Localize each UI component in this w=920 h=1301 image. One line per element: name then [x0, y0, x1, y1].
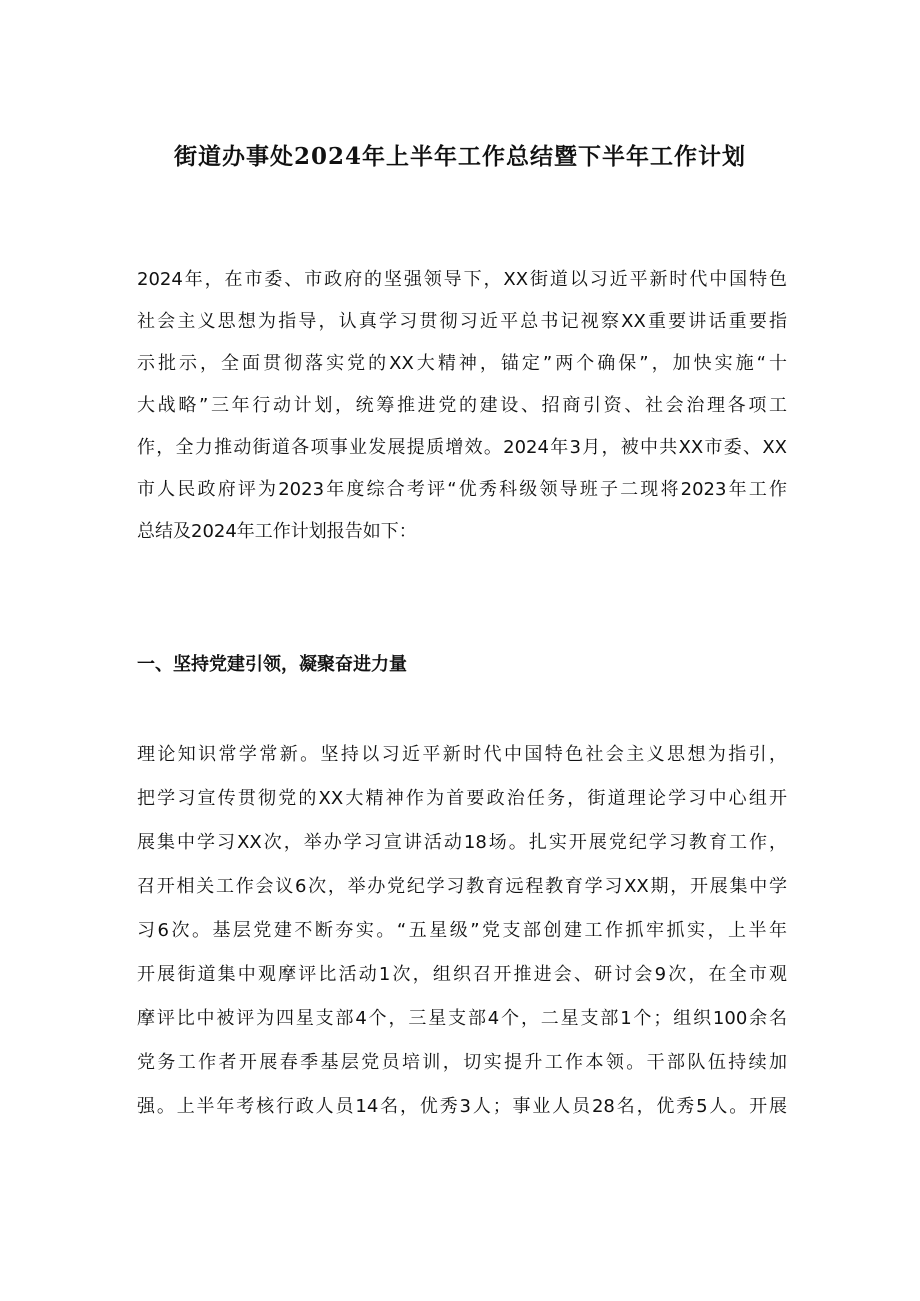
section-1-line-7: 摩评比中被评为四星支部4个，三星支部4个，二星支部1个；组织100余名	[137, 1008, 787, 1029]
section-1-line-3: 展集中学习XX次，举办学习宣讲活动18场。扎实开展党纪学习教育工作，	[137, 832, 787, 853]
document-title: 街道办事处2024年上半年工作总结暨下半年工作计划	[173, 143, 746, 170]
section-1-line-1: 理论知识常学常新。坚持以习近平新时代中国特色社会主义思想为指引，	[137, 744, 787, 765]
section-1-line-8: 党务工作者开展春季基层党员培训，切实提升工作本领。干部队伍持续加	[137, 1052, 787, 1073]
section-1-line-6: 开展街道集中观摩评比活动1次，组织召开推进会、研讨会9次，在全市观	[137, 964, 787, 985]
intro-line-7: 总结及2024年工作计划报告如下：	[137, 521, 417, 542]
intro-line-1: 2024年，在市委、市政府的坚强领导下，XX街道以习近平新时代中国特色	[137, 269, 787, 290]
section-1-line-5: 习6次。基层党建不断夯实。“五星级”党支部创建工作抓牢抓实，上半年	[137, 920, 787, 941]
section-1-line-9: 强。上半年考核行政人员14名，优秀3人；事业人员28名，优秀5人。开展	[137, 1096, 787, 1117]
intro-line-3: 示批示，全面贯彻落实党的XX大精神，锚定”两个确保”，加快实施“十	[137, 353, 787, 374]
intro-line-2: 社会主义思想为指导，认真学习贯彻习近平总书记视察XX重要讲话重要指	[137, 311, 787, 332]
section-1-line-4: 召开相关工作会议6次，举办党纪学习教育远程教育学习XX期，开展集中学	[137, 876, 787, 897]
intro-line-4: 大战略”三年行动计划，统筹推进党的建设、招商引资、社会治理各项工	[137, 395, 787, 416]
intro-line-6: 市人民政府评为2023年度综合考评“优秀科级领导班子二现将2023年工作	[137, 479, 787, 500]
section-1-heading: 一、坚持党建引领，凝聚奋进力量	[137, 654, 407, 675]
section-1-line-2: 把学习宣传贯彻党的XX大精神作为首要政治任务，街道理论学习中心组开	[137, 788, 787, 809]
intro-line-5: 作，全力推动街道各项事业发展提质增效。2024年3月，被中共XX市委、XX	[137, 437, 787, 458]
